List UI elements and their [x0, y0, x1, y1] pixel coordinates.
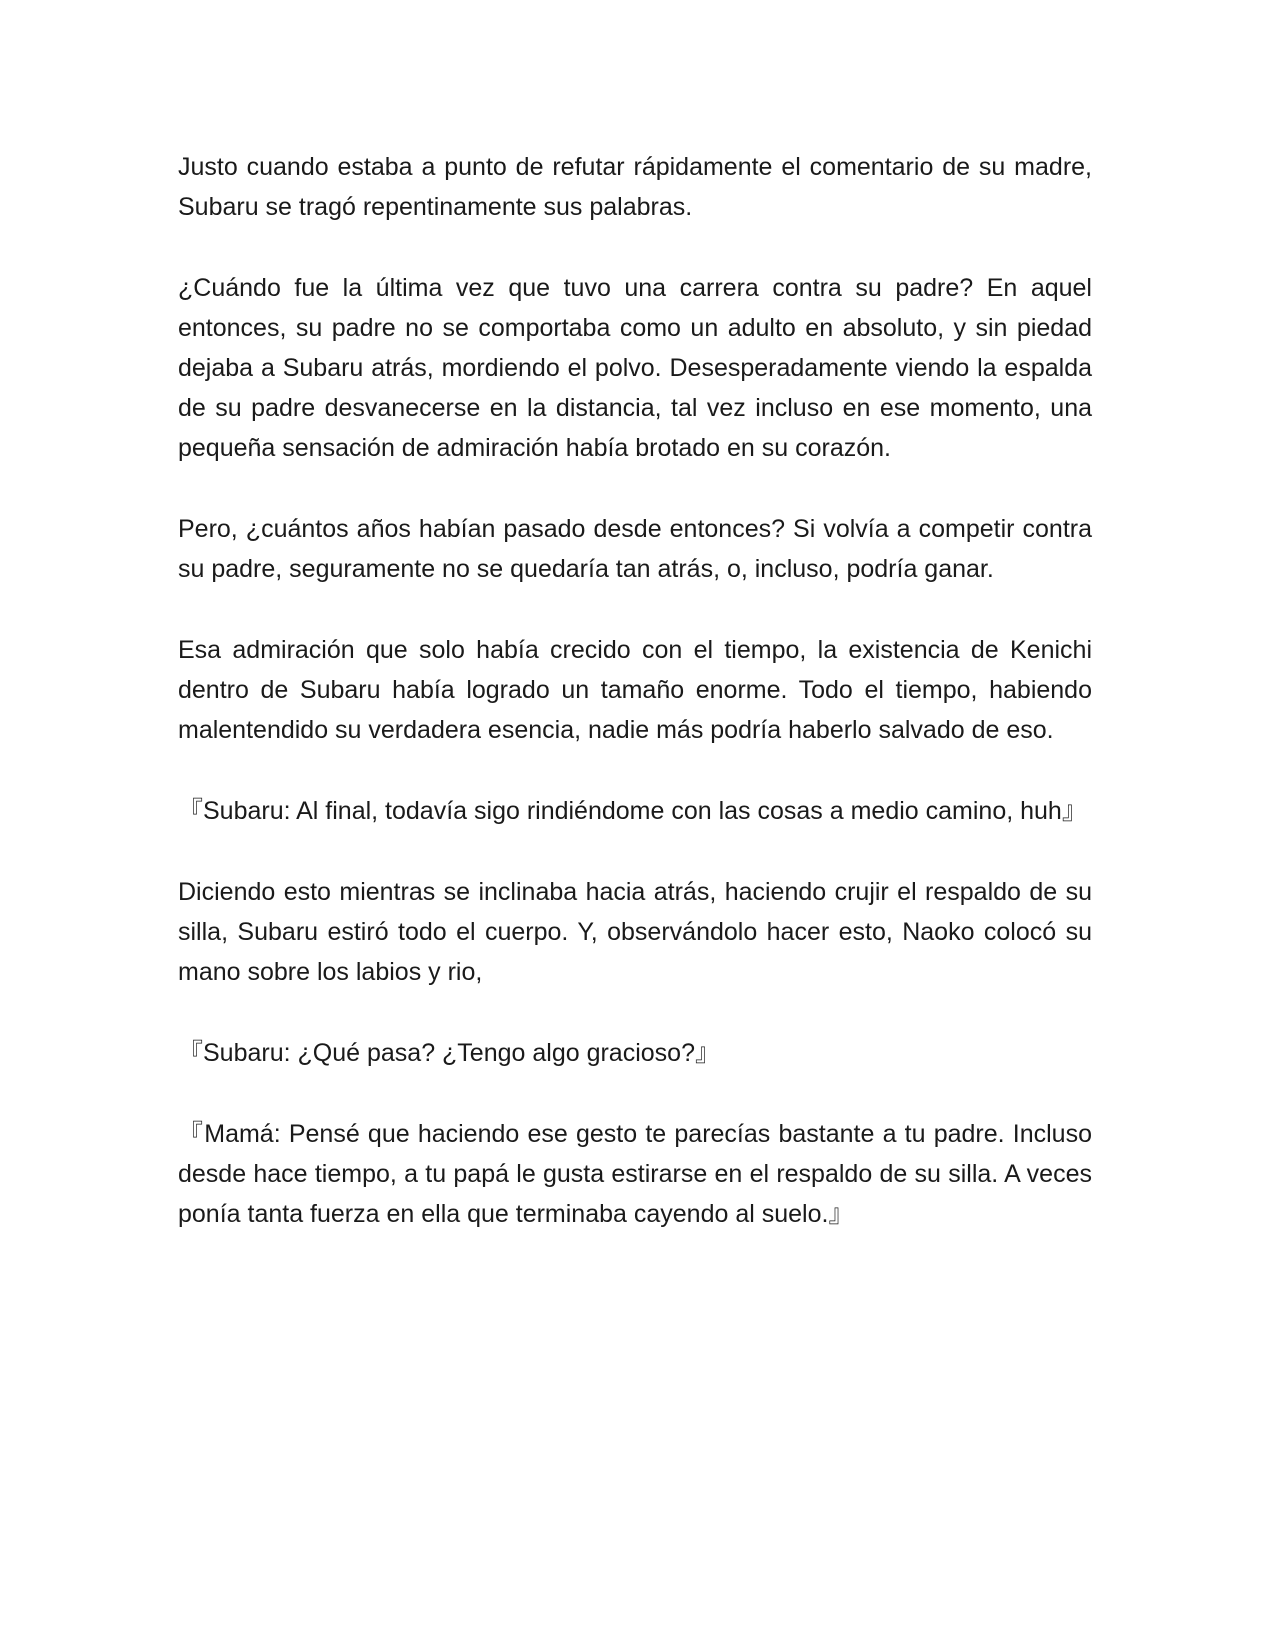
paragraph-2: ¿Cuándo fue la última vez que tuvo una carrera contra su padre? En aquel entonces, su padre no se comportaba como un adulto en absoluto, y sin piedad dejaba a Subaru atrás, mordiendo el polvo. Desesperadamente viendo la espalda de su padre desvanecerse en la distancia, tal vez incluso en ese momento, una pequeña sensación de admiración había brotado en su corazón.: [178, 274, 1092, 462]
body-text: [178, 147, 1092, 1234]
paragraph-1: Justo cuando estaba a punto de refutar rápidamente el comentario de su madre, Subaru se tragó repentinamente sus palabras.: [178, 153, 1092, 221]
dialogue-line-2: 『Subaru: ¿Qué pasa? ¿Tengo algo gracioso?』: [178, 1039, 720, 1067]
paragraph-4: Esa admiración que solo había crecido con el tiempo, la existencia de Kenichi dentro de Subaru había logrado un tamaño enorme. Todo el tiempo, habiendo malentendido su verdadera esencia, nadie más podría haberlo salvado de eso.: [178, 636, 1092, 744]
dialogue-line-1: 『Subaru: Al final, todavía sigo rindiéndome con las cosas a medio camino, huh』: [178, 797, 1087, 825]
dialogue-line-3: 『Mamá: Pensé que haciendo ese gesto te parecías bastante a tu padre. Incluso desde hace tiempo, a tu papá le gusta estirarse en el respaldo de su silla. A veces ponía tanta fuerza en ella que terminaba cayendo al suelo.』: [178, 1120, 1092, 1228]
paragraph-3: Pero, ¿cuántos años habían pasado desde entonces? Si volvía a competir contra su padre, seguramente no se quedaría tan atrás, o, incluso, podría ganar.: [178, 515, 1092, 583]
paragraph-5: Diciendo esto mientras se inclinaba hacia atrás, haciendo crujir el respaldo de su silla, Subaru estiró todo el cuerpo. Y, observándolo hacer esto, Naoko colocó su mano sobre los labios y rio,: [178, 878, 1092, 986]
